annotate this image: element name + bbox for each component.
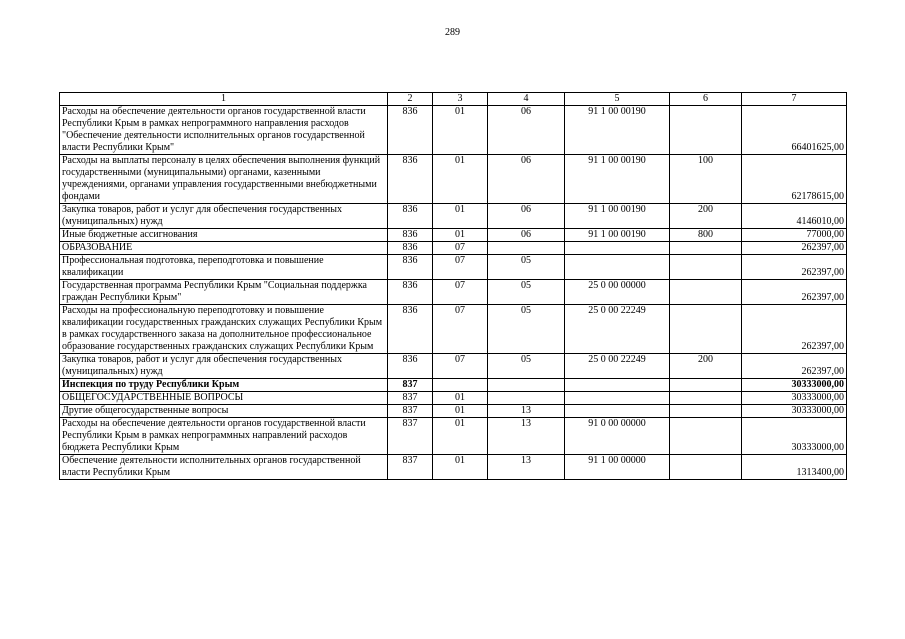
row-section-cell: 07	[433, 255, 488, 280]
row-expense-type-cell	[670, 280, 742, 305]
row-section-cell: 07	[433, 354, 488, 379]
table-row	[60, 106, 847, 155]
row-amount-cell: 1313400,00	[742, 455, 847, 480]
row-name-cell: Государственная программа Республики Крым "Социальная поддержка граждан Республики Крым"	[60, 280, 388, 305]
row-expense-type-cell	[670, 418, 742, 455]
row-section-cell: 01	[433, 418, 488, 455]
row-name-cell: ОБРАЗОВАНИЕ	[60, 242, 388, 255]
row-grbs-cell: 836	[388, 229, 433, 242]
table-row	[60, 242, 847, 255]
row-target-article-cell: 25 0 00 22249	[565, 354, 670, 379]
table-row	[60, 229, 847, 242]
row-subsection-cell: 06	[488, 155, 565, 204]
row-amount-cell: 77000,00	[742, 229, 847, 242]
row-target-article-cell: 91 1 00 00190	[565, 155, 670, 204]
row-target-article-cell: 91 1 00 00000	[565, 455, 670, 480]
row-expense-type-cell	[670, 392, 742, 405]
table-row	[60, 255, 847, 280]
table-row	[60, 354, 847, 379]
table-row	[60, 455, 847, 480]
table-row	[60, 405, 847, 418]
row-amount-cell: 30333000,00	[742, 392, 847, 405]
row-subsection-cell	[488, 242, 565, 255]
row-subsection-cell	[488, 379, 565, 392]
row-grbs-cell: 836	[388, 106, 433, 155]
column-header: 2	[388, 93, 433, 106]
column-header: 4	[488, 93, 565, 106]
table-row	[60, 305, 847, 354]
row-name-cell: Расходы на обеспечение деятельности органов государственной власти Республики Крым в рамках непрограммных направлений расходов бюджета Республики Крым	[60, 418, 388, 455]
row-expense-type-cell	[670, 255, 742, 280]
row-subsection-cell: 13	[488, 405, 565, 418]
row-expense-type-cell	[670, 455, 742, 480]
budget-table	[59, 92, 847, 480]
column-header: 5	[565, 93, 670, 106]
row-amount-cell: 262397,00	[742, 255, 847, 280]
row-subsection-cell: 06	[488, 229, 565, 242]
row-target-article-cell	[565, 255, 670, 280]
row-grbs-cell: 837	[388, 379, 433, 392]
row-grbs-cell: 837	[388, 405, 433, 418]
row-amount-cell: 30333000,00	[742, 418, 847, 455]
row-section-cell: 01	[433, 155, 488, 204]
row-name-cell: Закупка товаров, работ и услуг для обеспечения государственных (муниципальных) нужд	[60, 354, 388, 379]
row-target-article-cell: 91 1 00 00190	[565, 229, 670, 242]
row-name-cell: Другие общегосударственные вопросы	[60, 405, 388, 418]
row-section-cell: 01	[433, 204, 488, 229]
row-grbs-cell: 836	[388, 305, 433, 354]
column-header: 3	[433, 93, 488, 106]
row-grbs-cell: 836	[388, 280, 433, 305]
row-section-cell: 07	[433, 305, 488, 354]
row-name-cell: ОБЩЕГОСУДАРСТВЕННЫЕ ВОПРОСЫ	[60, 392, 388, 405]
row-amount-cell: 30333000,00	[742, 405, 847, 418]
row-amount-cell: 262397,00	[742, 305, 847, 354]
row-amount-cell: 66401625,00	[742, 106, 847, 155]
row-target-article-cell	[565, 392, 670, 405]
row-section-cell: 01	[433, 106, 488, 155]
row-subsection-cell: 13	[488, 418, 565, 455]
row-name-cell: Обеспечение деятельности исполнительных органов государственной власти Республики Крым	[60, 455, 388, 480]
row-subsection-cell: 05	[488, 255, 565, 280]
row-subsection-cell: 05	[488, 280, 565, 305]
row-grbs-cell: 836	[388, 155, 433, 204]
row-name-cell: Профессиональная подготовка, переподготовка и повышение квалификации	[60, 255, 388, 280]
row-section-cell: 01	[433, 392, 488, 405]
row-grbs-cell: 836	[388, 255, 433, 280]
table-row	[60, 280, 847, 305]
row-expense-type-cell	[670, 405, 742, 418]
row-subsection-cell: 05	[488, 305, 565, 354]
row-grbs-cell: 837	[388, 392, 433, 405]
row-amount-cell: 262397,00	[742, 280, 847, 305]
table-row	[60, 155, 847, 204]
row-expense-type-cell: 200	[670, 204, 742, 229]
row-name-cell: Закупка товаров, работ и услуг для обеспечения государственных (муниципальных) нужд	[60, 204, 388, 229]
row-section-cell: 01	[433, 405, 488, 418]
row-grbs-cell: 836	[388, 204, 433, 229]
row-section-cell: 07	[433, 280, 488, 305]
row-target-article-cell: 91 1 00 00190	[565, 204, 670, 229]
row-expense-type-cell: 100	[670, 155, 742, 204]
header-row	[60, 93, 847, 106]
column-header: 6	[670, 93, 742, 106]
row-subsection-cell	[488, 392, 565, 405]
row-target-article-cell	[565, 379, 670, 392]
row-amount-cell: 262397,00	[742, 242, 847, 255]
table-row	[60, 392, 847, 405]
row-amount-cell: 30333000,00	[742, 379, 847, 392]
row-name-cell: Инспекция по труду Республики Крым	[60, 379, 388, 392]
row-grbs-cell: 837	[388, 455, 433, 480]
row-name-cell: Расходы на обеспечение деятельности органов государственной власти Республики Крым в рамках непрограммного направления расходов "Обеспечение деятельности исполнительных органов государственной власти Республики Крым"	[60, 106, 388, 155]
row-section-cell: 07	[433, 242, 488, 255]
column-header: 7	[742, 93, 847, 106]
row-expense-type-cell: 800	[670, 229, 742, 242]
row-grbs-cell: 836	[388, 354, 433, 379]
row-name-cell: Иные бюджетные ассигнования	[60, 229, 388, 242]
column-header: 1	[60, 93, 388, 106]
row-section-cell: 01	[433, 229, 488, 242]
row-target-article-cell: 25 0 00 00000	[565, 280, 670, 305]
row-amount-cell: 4146010,00	[742, 204, 847, 229]
row-target-article-cell: 91 1 00 00190	[565, 106, 670, 155]
row-subsection-cell: 06	[488, 106, 565, 155]
row-subsection-cell: 05	[488, 354, 565, 379]
row-grbs-cell: 836	[388, 242, 433, 255]
row-amount-cell: 262397,00	[742, 354, 847, 379]
row-target-article-cell	[565, 405, 670, 418]
row-section-cell: 01	[433, 455, 488, 480]
page-number: 289	[445, 27, 460, 38]
row-amount-cell: 62178615,00	[742, 155, 847, 204]
row-expense-type-cell: 200	[670, 354, 742, 379]
row-expense-type-cell	[670, 106, 742, 155]
row-target-article-cell: 25 0 00 22249	[565, 305, 670, 354]
table-row	[60, 418, 847, 455]
row-name-cell: Расходы на выплаты персоналу в целях обеспечения выполнения функций государственными (муниципальными) органами, казенными учреждениями, органами управления государственными внебюджетными фондами	[60, 155, 388, 204]
row-expense-type-cell	[670, 379, 742, 392]
row-subsection-cell: 13	[488, 455, 565, 480]
table-row	[60, 379, 847, 392]
row-target-article-cell	[565, 242, 670, 255]
row-target-article-cell: 91 0 00 00000	[565, 418, 670, 455]
row-subsection-cell: 06	[488, 204, 565, 229]
row-name-cell: Расходы на профессиональную переподготовку и повышение квалификации государственных гражданских служащих Республики Крым в рамках государственного заказа на дополнительное профессиональное образование государственных гражданских служащих Республики Крым	[60, 305, 388, 354]
row-expense-type-cell	[670, 242, 742, 255]
row-grbs-cell: 837	[388, 418, 433, 455]
table-row	[60, 204, 847, 229]
row-expense-type-cell	[670, 305, 742, 354]
row-section-cell	[433, 379, 488, 392]
